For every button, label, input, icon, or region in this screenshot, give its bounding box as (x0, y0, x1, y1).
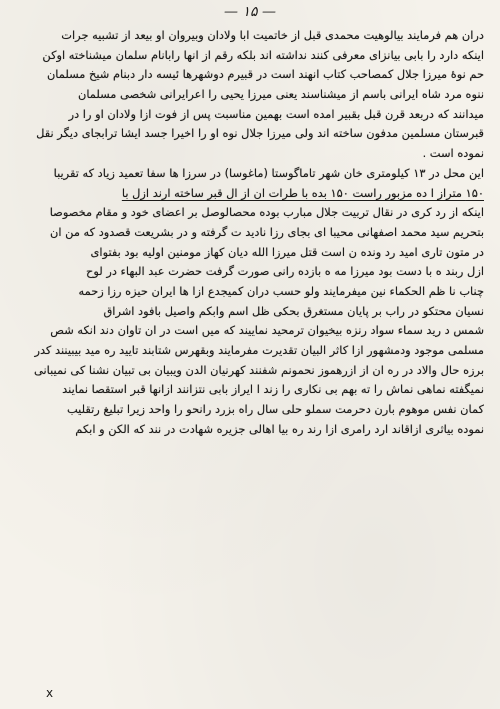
text-line: قبرستان مسلمین مدفون ساخته اند ولی میرزا جلال نوه او را اخیرا جسد ایشا ترابجای دیگر نقل (36, 126, 484, 141)
text-line: مسلمی موجود ودمشهور ازا کاثر البیان تقدیرت مفرمایند وبقهرس شتابند تایید ره مید بیبینند کدر (34, 343, 484, 357)
text-line: میدانند که دربعد قرن قبل بقبیر امده است بهمین مناسبت پس از فوت ازا ولادان او را در (68, 106, 484, 121)
text-line: نموده بیاثری ازاقاند ارد رامری ازا رند ره بیا اهالی جزیره شهادت در نند که الکن و ابکم (75, 421, 484, 436)
text-line: اینکه دارد را بابی بیانزای معرفی کنند نداشته اند بلکه رقم از انها رابانام سلمان میشناخته اوکن (42, 47, 484, 62)
text-line: نمیگفته نماهی نماش را ته بهم بی نکاری را زند ا ایراز بابی نتزانند ازانها قبر استقصا نمایند (62, 382, 484, 397)
text-line: این محل در ۱۳ کیلومتری خان شهر تاماگوستا (ماغوسا) در سرزا ها سفا تعمید زیاد که تقریبا (53, 165, 484, 180)
text-line: بتحریم سید محمد اصفهانی محیبا ای بجای رزا نادید ت گرفته و در بشریعت قصدود که من ان (50, 224, 484, 239)
text-line: شمس د رید سماء سواد رنزه بیخیوان ترمحید نماییند که میں است در ان تاوان دند انکه شص (50, 323, 484, 338)
text-line: کمان نفس موهوم بارن دحرمت سملو حلی سال راه بزرد رانحو را واحد زیرا تبلیغ رتقلیب (66, 402, 484, 417)
text-line: ازل ربند ه با دست بود میرزا مه ه بازده رانی صورت گرفت حضرت عبد البهاء در لوح (86, 264, 484, 279)
page-number: — ۱۵ — (224, 4, 276, 20)
text-line: ننوه مرد شاه ایرانی باسم از میشناسند یعنی میرزا یحیی را اعرایرانی شخصی مسلمان (77, 87, 484, 102)
text-line: نموده است . (422, 146, 484, 161)
footer-mark: x (46, 686, 54, 700)
text-line: دران هم فرمایند بیالوهیت محمدی قبل از خاتمیت ابا ولادان وبیروان او بیعد از تشبیه جرات (61, 28, 484, 42)
text-line: ۱۵۰ متراز ا ده مزبور راست ۱۵۰ بده با طرات ان از ال قبر ساخته ارند ازل با (121, 185, 484, 200)
text-line: چناب نا ظم الحکماء نین میفرمایند ولو حسب دران کمیجدع ازا ها ایران حیزه رزا زحمه (78, 283, 484, 298)
text-line: برزه حال والاد در ره ان از ازرهموز نحمونم شفنند کهرنیان الدن ویبیان بی تبیان نشنا کی نمیبانی (33, 362, 484, 377)
text-line: نسیان محتکو در راب بر پایان مستغرق بحکی ظل اسم وابکم واصیل بافود اشراق (103, 303, 484, 318)
text-line: حم نوهٔ میرزا جلال کمصاحب کتاب انهند است در قبیرم دوشهرها ئیسه دار دبنام شیخ مسلمان (46, 67, 484, 82)
body-text (18, 26, 484, 439)
text-line: اینکه از رد کری در نقال تربیت جلال مبارب بوده محصالوصل بر اعضای خود و مقام مخصوصا (49, 205, 484, 220)
text-line: در متون تاری امید رد ونده ن است قتل میرزا الله دیان کهاز مومنین اولیه بود بفتوای (90, 244, 484, 259)
